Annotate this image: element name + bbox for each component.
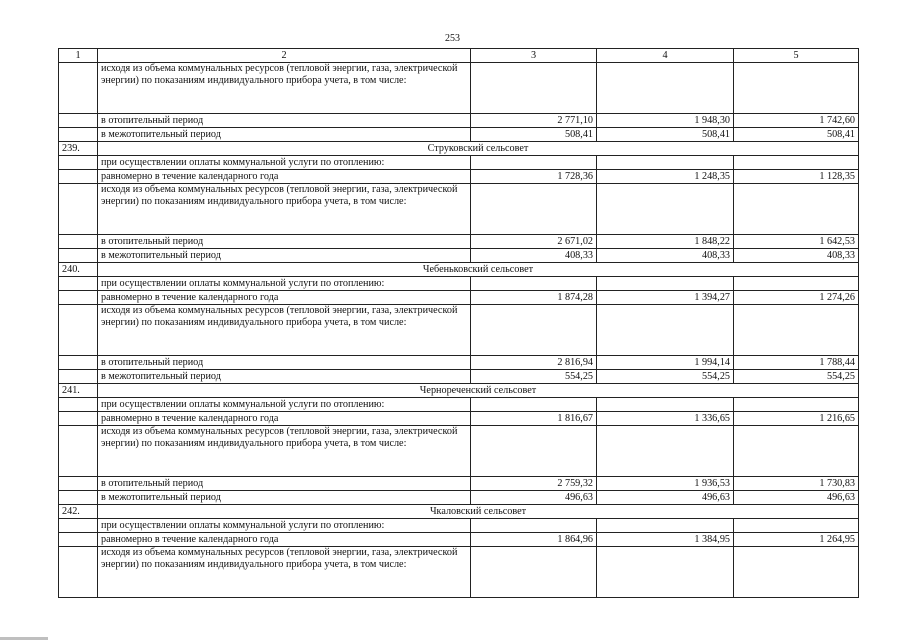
table-row xyxy=(59,426,859,477)
value-cell-5: 408,33 xyxy=(734,249,859,263)
section-row xyxy=(59,384,859,398)
table-row xyxy=(59,398,859,412)
table-row xyxy=(59,519,859,533)
value-cell-3 xyxy=(471,63,597,114)
section-title: Струковский сельсовет xyxy=(98,142,859,156)
value-cell-3 xyxy=(471,398,597,412)
value-cell-5: 1 274,26 xyxy=(734,291,859,305)
table-row xyxy=(59,291,859,305)
row-description-cell: равномерно в течение календарного года xyxy=(98,412,471,426)
table-row xyxy=(59,235,859,249)
row-description-cell: в отопительный период xyxy=(98,235,471,249)
value-cell-3 xyxy=(471,305,597,356)
column-header-4: 4 xyxy=(597,49,734,63)
value-cell-3 xyxy=(471,156,597,170)
row-description-cell: при осуществлении оплаты коммунальной услуги по отоплению: xyxy=(98,156,471,170)
table-row xyxy=(59,170,859,184)
row-description-cell: равномерно в течение календарного года xyxy=(98,170,471,184)
value-cell-4 xyxy=(597,184,734,235)
table-row xyxy=(59,547,859,598)
row-description-cell: в межотопительный период xyxy=(98,249,471,263)
value-cell-4 xyxy=(597,156,734,170)
row-description-cell: исходя из объема коммунальных ресурсов (тепловой энергии, газа, электрической энергии) по показаниям индивидуального прибора учета, в том числе: xyxy=(98,184,471,235)
value-cell-3: 2 771,10 xyxy=(471,114,597,128)
row-index-cell xyxy=(59,170,98,184)
table-row xyxy=(59,477,859,491)
row-index-cell xyxy=(59,235,98,249)
row-description-cell: при осуществлении оплаты коммунальной услуги по отоплению: xyxy=(98,398,471,412)
value-cell-5 xyxy=(734,398,859,412)
row-index-cell xyxy=(59,412,98,426)
value-cell-4: 1 248,35 xyxy=(597,170,734,184)
value-cell-3 xyxy=(471,426,597,477)
section-title: Чкаловский сельсовет xyxy=(98,505,859,519)
row-index-cell xyxy=(59,477,98,491)
value-cell-5 xyxy=(734,184,859,235)
section-row xyxy=(59,263,859,277)
value-cell-4: 408,33 xyxy=(597,249,734,263)
row-description-cell: в межотопительный период xyxy=(98,491,471,505)
value-cell-3 xyxy=(471,277,597,291)
section-row xyxy=(59,142,859,156)
row-description-cell: при осуществлении оплаты коммунальной услуги по отоплению: xyxy=(98,519,471,533)
row-description-cell: равномерно в течение календарного года xyxy=(98,291,471,305)
section-row xyxy=(59,505,859,519)
section-number: 240. xyxy=(59,263,98,277)
value-cell-3: 1 728,36 xyxy=(471,170,597,184)
row-description-cell: в отопительный период xyxy=(98,356,471,370)
row-index-cell xyxy=(59,533,98,547)
table-row xyxy=(59,184,859,235)
value-cell-4: 1 848,22 xyxy=(597,235,734,249)
value-cell-5: 1 264,95 xyxy=(734,533,859,547)
value-cell-3: 408,33 xyxy=(471,249,597,263)
table-row xyxy=(59,114,859,128)
row-index-cell xyxy=(59,370,98,384)
row-description-cell: исходя из объема коммунальных ресурсов (тепловой энергии, газа, электрической энергии) по показаниям индивидуального прибора учета, в том числе: xyxy=(98,547,471,598)
column-header-5: 5 xyxy=(734,49,859,63)
row-index-cell xyxy=(59,63,98,114)
value-cell-4: 1 994,14 xyxy=(597,356,734,370)
value-cell-3: 2 759,32 xyxy=(471,477,597,491)
section-title: Чебеньковский сельсовет xyxy=(98,263,859,277)
value-cell-5 xyxy=(734,63,859,114)
table-row xyxy=(59,533,859,547)
row-index-cell xyxy=(59,114,98,128)
table-row xyxy=(59,128,859,142)
value-cell-4: 1 936,53 xyxy=(597,477,734,491)
row-description-cell: в межотопительный период xyxy=(98,128,471,142)
value-cell-5: 1 788,44 xyxy=(734,356,859,370)
section-number: 239. xyxy=(59,142,98,156)
row-index-cell xyxy=(59,305,98,356)
tariff-table xyxy=(58,48,859,598)
row-index-cell xyxy=(59,547,98,598)
row-description-cell: в отопительный период xyxy=(98,477,471,491)
row-description-cell: исходя из объема коммунальных ресурсов (тепловой энергии, газа, электрической энергии) по показаниям индивидуального прибора учета, в том числе: xyxy=(98,305,471,356)
row-index-cell xyxy=(59,184,98,235)
section-number: 241. xyxy=(59,384,98,398)
row-index-cell xyxy=(59,249,98,263)
table-row xyxy=(59,356,859,370)
value-cell-5: 554,25 xyxy=(734,370,859,384)
value-cell-3 xyxy=(471,519,597,533)
value-cell-5 xyxy=(734,305,859,356)
table-header-row xyxy=(59,49,859,63)
row-index-cell xyxy=(59,519,98,533)
table-row xyxy=(59,249,859,263)
value-cell-3: 2 816,94 xyxy=(471,356,597,370)
value-cell-5 xyxy=(734,547,859,598)
value-cell-3: 1 874,28 xyxy=(471,291,597,305)
column-header-1: 1 xyxy=(59,49,98,63)
page-number: 253 xyxy=(445,33,460,44)
value-cell-3 xyxy=(471,547,597,598)
value-cell-4 xyxy=(597,426,734,477)
value-cell-5: 1 642,53 xyxy=(734,235,859,249)
column-header-3: 3 xyxy=(471,49,597,63)
value-cell-3: 508,41 xyxy=(471,128,597,142)
table-row xyxy=(59,491,859,505)
row-index-cell xyxy=(59,291,98,305)
value-cell-4: 1 948,30 xyxy=(597,114,734,128)
value-cell-5 xyxy=(734,277,859,291)
table-row xyxy=(59,277,859,291)
value-cell-4: 1 384,95 xyxy=(597,533,734,547)
value-cell-5 xyxy=(734,426,859,477)
value-cell-4 xyxy=(597,519,734,533)
row-index-cell xyxy=(59,128,98,142)
value-cell-5: 1 742,60 xyxy=(734,114,859,128)
value-cell-3: 2 671,02 xyxy=(471,235,597,249)
value-cell-5: 496,63 xyxy=(734,491,859,505)
row-description-cell: в межотопительный период xyxy=(98,370,471,384)
value-cell-3: 1 864,96 xyxy=(471,533,597,547)
value-cell-4: 1 336,65 xyxy=(597,412,734,426)
value-cell-4 xyxy=(597,63,734,114)
row-index-cell xyxy=(59,356,98,370)
value-cell-5: 508,41 xyxy=(734,128,859,142)
value-cell-4: 1 394,27 xyxy=(597,291,734,305)
section-number: 242. xyxy=(59,505,98,519)
section-title: Чернореченский сельсовет xyxy=(98,384,859,398)
table-row xyxy=(59,156,859,170)
table-row xyxy=(59,412,859,426)
value-cell-5: 1 730,83 xyxy=(734,477,859,491)
value-cell-5: 1 128,35 xyxy=(734,170,859,184)
value-cell-4: 554,25 xyxy=(597,370,734,384)
value-cell-5 xyxy=(734,519,859,533)
row-index-cell xyxy=(59,156,98,170)
row-index-cell xyxy=(59,491,98,505)
value-cell-4 xyxy=(597,277,734,291)
row-description-cell: при осуществлении оплаты коммунальной услуги по отоплению: xyxy=(98,277,471,291)
value-cell-3: 496,63 xyxy=(471,491,597,505)
value-cell-4 xyxy=(597,305,734,356)
row-description-cell: равномерно в течение календарного года xyxy=(98,533,471,547)
value-cell-3: 1 816,67 xyxy=(471,412,597,426)
value-cell-3: 554,25 xyxy=(471,370,597,384)
value-cell-5 xyxy=(734,156,859,170)
column-header-2: 2 xyxy=(98,49,471,63)
tariff-table-body xyxy=(59,49,859,598)
table-row xyxy=(59,305,859,356)
value-cell-4: 508,41 xyxy=(597,128,734,142)
table-row xyxy=(59,63,859,114)
row-description-cell: исходя из объема коммунальных ресурсов (тепловой энергии, газа, электрической энергии) по показаниям индивидуального прибора учета, в том числе: xyxy=(98,63,471,114)
value-cell-4: 496,63 xyxy=(597,491,734,505)
value-cell-5: 1 216,65 xyxy=(734,412,859,426)
value-cell-3 xyxy=(471,184,597,235)
value-cell-4 xyxy=(597,547,734,598)
row-index-cell xyxy=(59,426,98,477)
row-index-cell xyxy=(59,398,98,412)
row-index-cell xyxy=(59,277,98,291)
table-row xyxy=(59,370,859,384)
value-cell-4 xyxy=(597,398,734,412)
row-description-cell: в отопительный период xyxy=(98,114,471,128)
row-description-cell: исходя из объема коммунальных ресурсов (тепловой энергии, газа, электрической энергии) по показаниям индивидуального прибора учета, в том числе: xyxy=(98,426,471,477)
